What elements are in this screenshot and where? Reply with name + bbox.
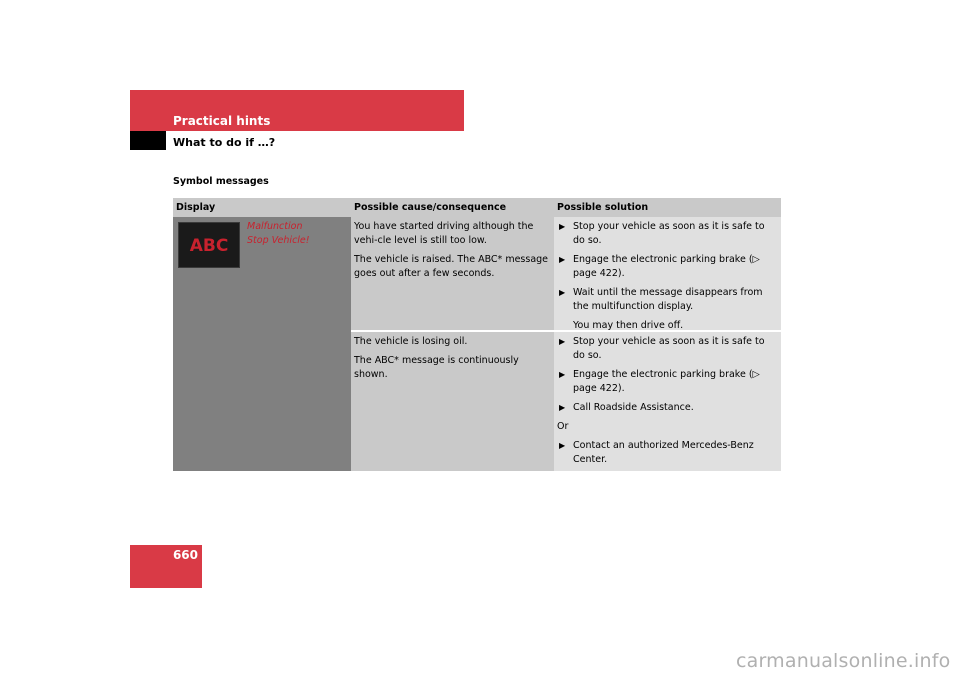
arrow-right-icon: ▶ xyxy=(559,255,566,264)
solution-step xyxy=(557,253,778,281)
cause-cell-1 xyxy=(351,217,554,331)
subheader-block xyxy=(130,131,166,150)
arrow-right-icon: ▶ xyxy=(559,441,566,450)
or-text: Or xyxy=(557,421,569,432)
solution-step-text: Call Roadside Assistance. xyxy=(573,402,694,413)
solution-cell-2 xyxy=(554,332,781,471)
solution-step xyxy=(557,286,778,314)
cause-text: The ABC* message is continuously shown. xyxy=(354,355,519,380)
display-cell xyxy=(173,217,351,471)
cause-cell-2 xyxy=(351,332,554,471)
header-title: Practical hints xyxy=(173,114,271,128)
solution-step xyxy=(557,335,778,363)
solution-step xyxy=(557,220,778,248)
solution-step-text: Contact an authorized Mercedes-Benz Center. xyxy=(573,440,754,465)
solution-step-text: Stop your vehicle as soon as it is safe to do so. xyxy=(573,336,765,361)
display-message xyxy=(247,220,310,248)
solution-note: You may then drive off. xyxy=(573,320,684,331)
solution-cell-1 xyxy=(554,217,781,331)
arrow-right-icon: ▶ xyxy=(559,403,566,412)
arrow-right-icon: ▶ xyxy=(559,288,566,297)
abc-warning-icon: ABC xyxy=(178,222,240,268)
solution-step xyxy=(557,401,778,415)
display-message-line-2: Stop Vehicle! xyxy=(247,235,310,246)
solution-step xyxy=(557,368,778,396)
display-message-line-1: Malfunction xyxy=(247,221,303,232)
subheader-title: What to do if …? xyxy=(173,136,276,149)
cause-text: You have started driving although the vehi-cle level is still too low. xyxy=(354,221,534,246)
solution-step-text: Engage the electronic parking brake (▷ page 422). xyxy=(573,254,760,279)
column-header-solution: Possible solution xyxy=(554,198,781,217)
column-header-display: Display xyxy=(173,198,351,217)
solution-step-text: Engage the electronic parking brake (▷ page 422). xyxy=(573,369,760,394)
cause-text: The vehicle is raised. The ABC* message goes out after a few seconds. xyxy=(354,254,549,279)
arrow-right-icon: ▶ xyxy=(559,337,566,346)
cause-text: The vehicle is losing oil. xyxy=(354,336,468,347)
symbol-messages-table xyxy=(173,198,781,471)
page-number: 660 xyxy=(172,548,198,562)
solution-step-text: Stop your vehicle as soon as it is safe to do so. xyxy=(573,221,765,246)
section-title: Symbol messages xyxy=(173,176,269,187)
watermark: carmanualsonline.info xyxy=(736,650,951,672)
solution-step xyxy=(557,439,778,467)
solution-step-text: Wait until the message disappears from the multifunction display. xyxy=(573,287,763,312)
arrow-right-icon: ▶ xyxy=(559,370,566,379)
arrow-right-icon: ▶ xyxy=(559,222,566,231)
column-header-cause: Possible cause/consequence xyxy=(351,198,554,217)
